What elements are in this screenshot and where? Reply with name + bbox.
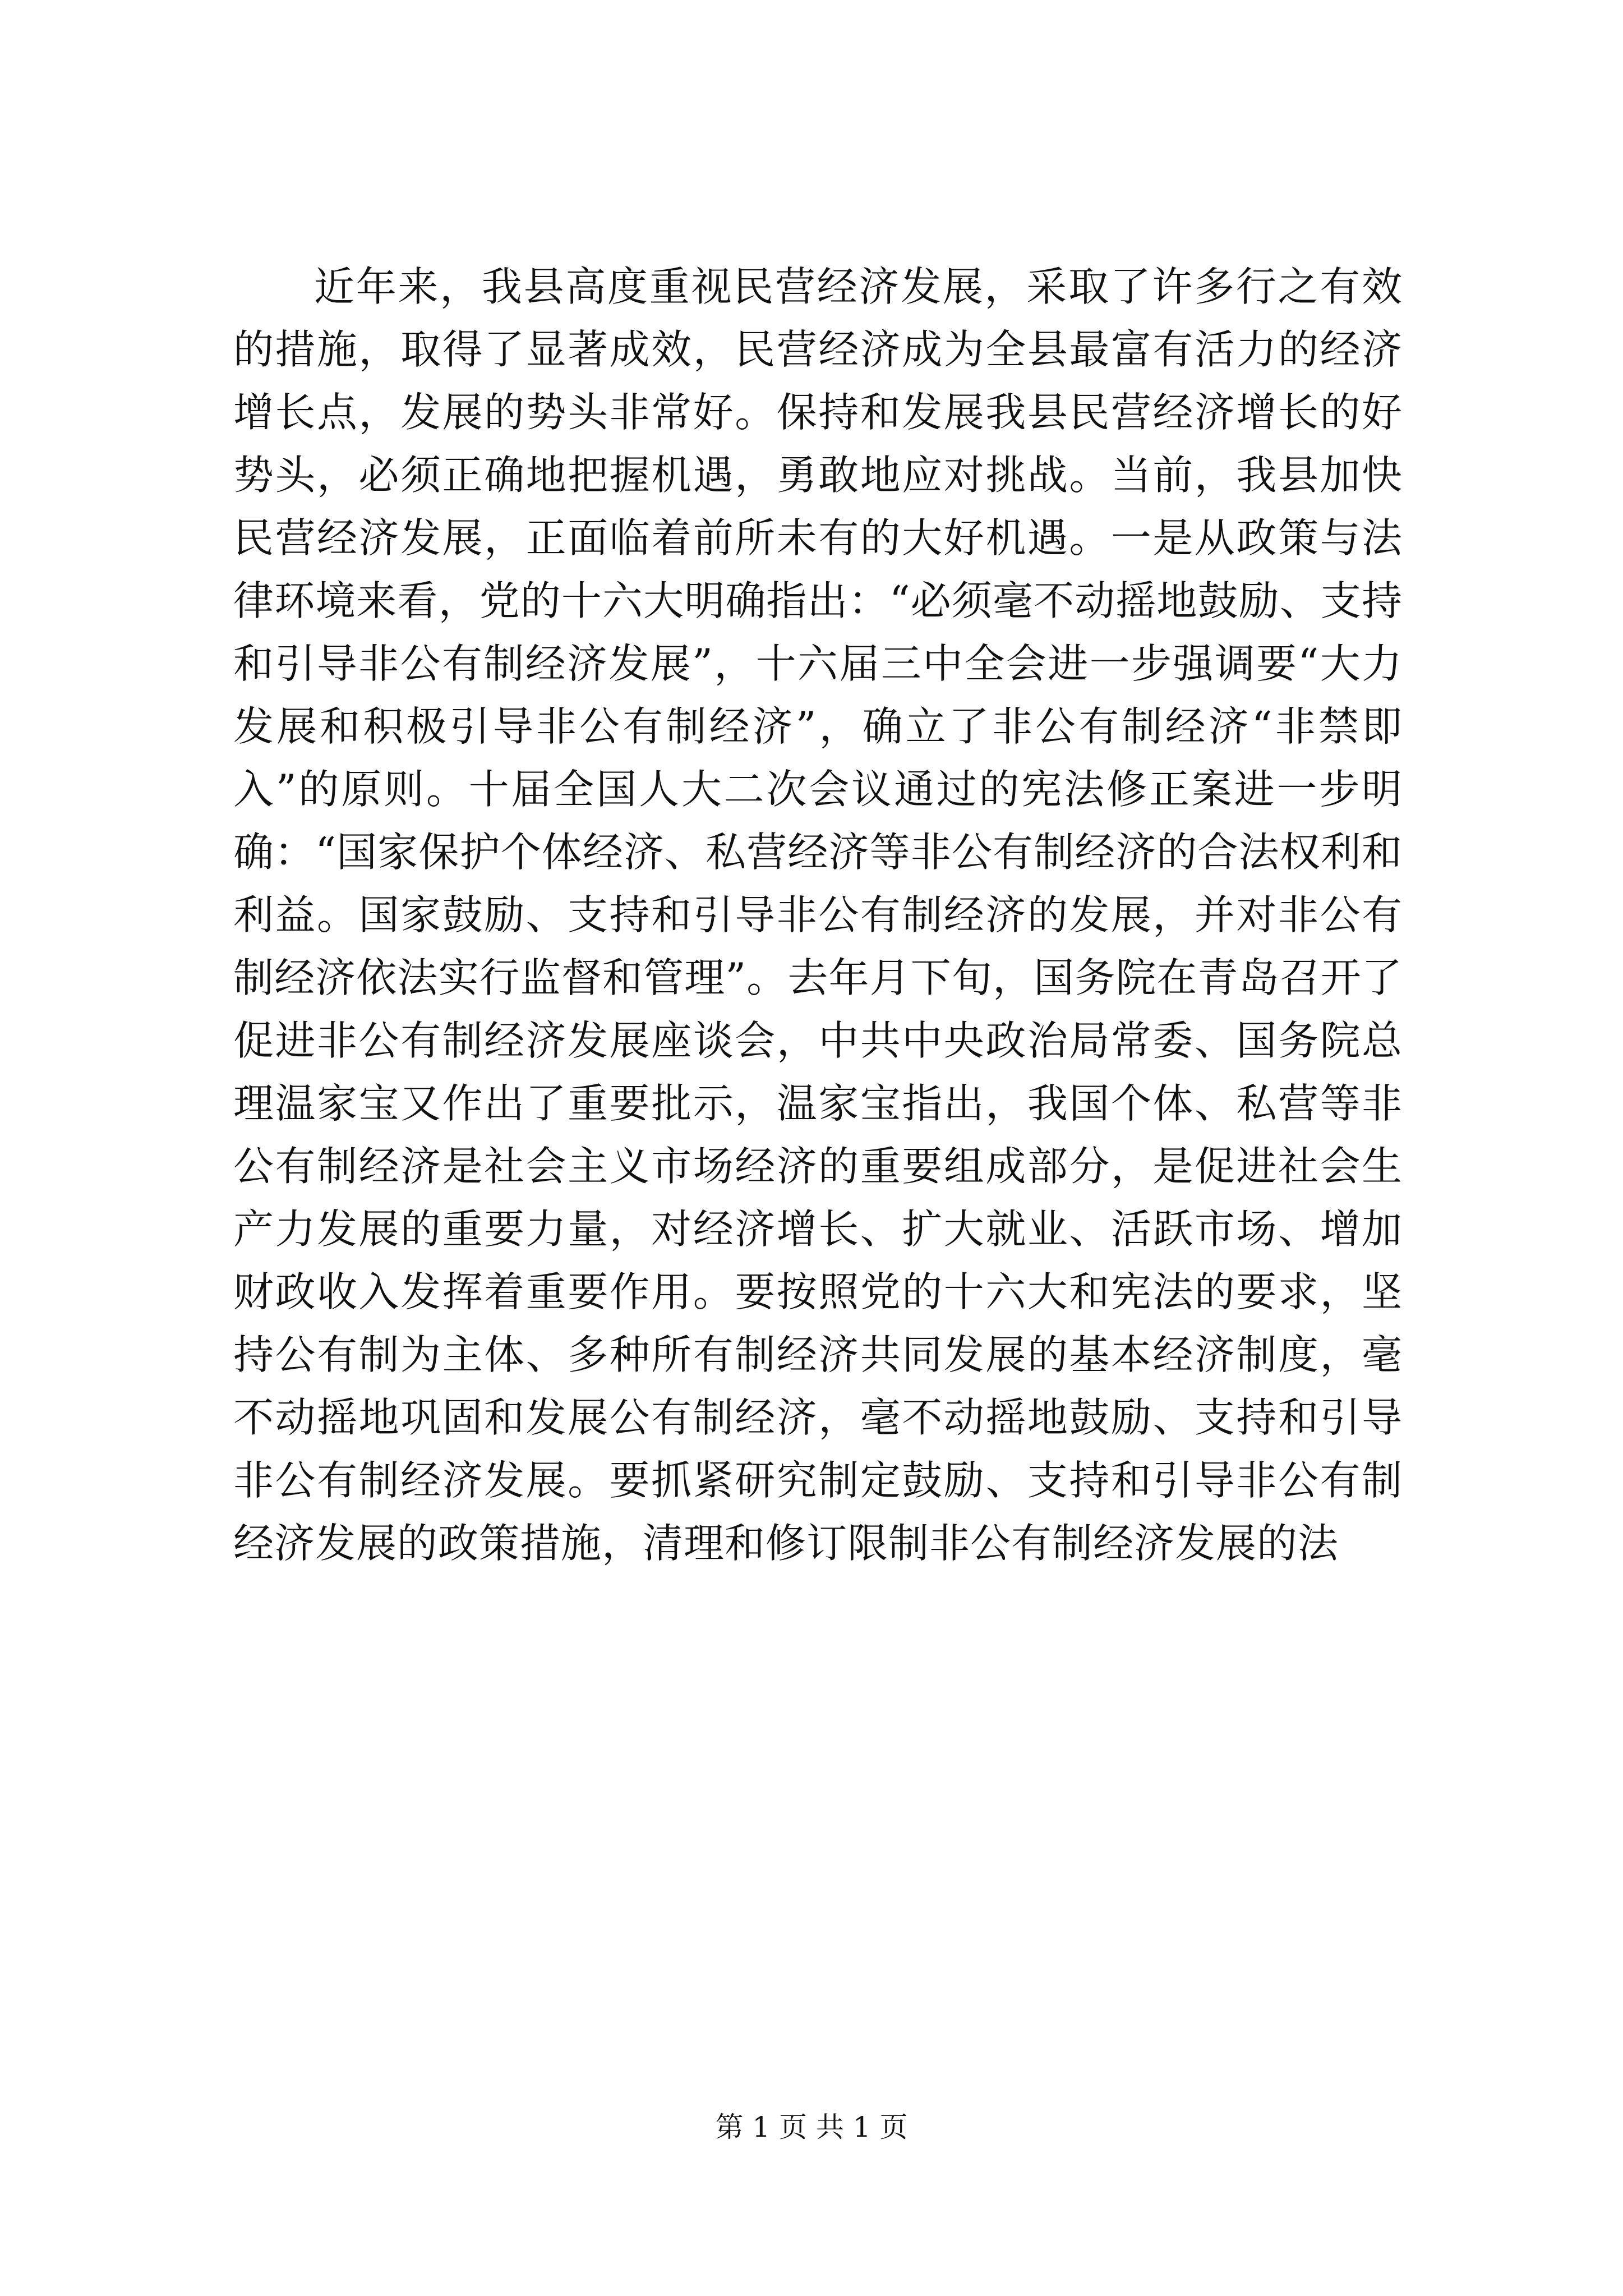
body-paragraph: 近年来，我县高度重视民营经济发展，采取了许多行之有效的措施，取得了显著成效，民营经济成为全县最富有活力的经济增长点，发展的势头非常好。保持和发展我县民营经济增长的好势头，必须正确地把握机遇，勇敢地应对挑战。当前，我县加快民营经济发展，正面临着前所未有的大好机遇。一是从政策与法律环境来看，党的十六大明确指出：“必须毫不动摇地鼓励、支持和引导非公有制经济发展”，十六届三中全会进一步强调要“大力发展和积极引导非公有制经济”，确立了非公有制经济“非禁即入”的原则。十届全国人大二次会议通过的宪法修正案进一步明确：“国家保护个体经济、私营经济等非公有制经济的合法权利和利益。国家鼓励、支持和引导非公有制经济的发展，并对非公有制经济依法实行监督和管理”。去年月下旬，国务院在青岛召开了促进非公有制经济发展座谈会，中共中央政治局常委、国务院总理温家宝又作出了重要批示，温家宝指出，我国个体、私营等非公有制经济是社会主义市场经济的重要组成部分，是促进社会生产力发展的重要力量，对经济增长、扩大就业、活跃市场、增加财政收入发挥着重要作用。要按照党的十六大和宪法的要求，坚持公有制为主体、多种所有制经济共同发展的基本经济制度，毫不动摇地巩固和发展公有制经济，毫不动摇地鼓励、支持和引导非公有制经济发展。要抓紧研究制定鼓励、支持和引导非公有制经济发展的政策措施，清理和修订限制非公有制经济发展的法 <box>233 263 1403 1567</box>
page-footer: 第 1 页 共 1 页 <box>715 2111 908 2143</box>
